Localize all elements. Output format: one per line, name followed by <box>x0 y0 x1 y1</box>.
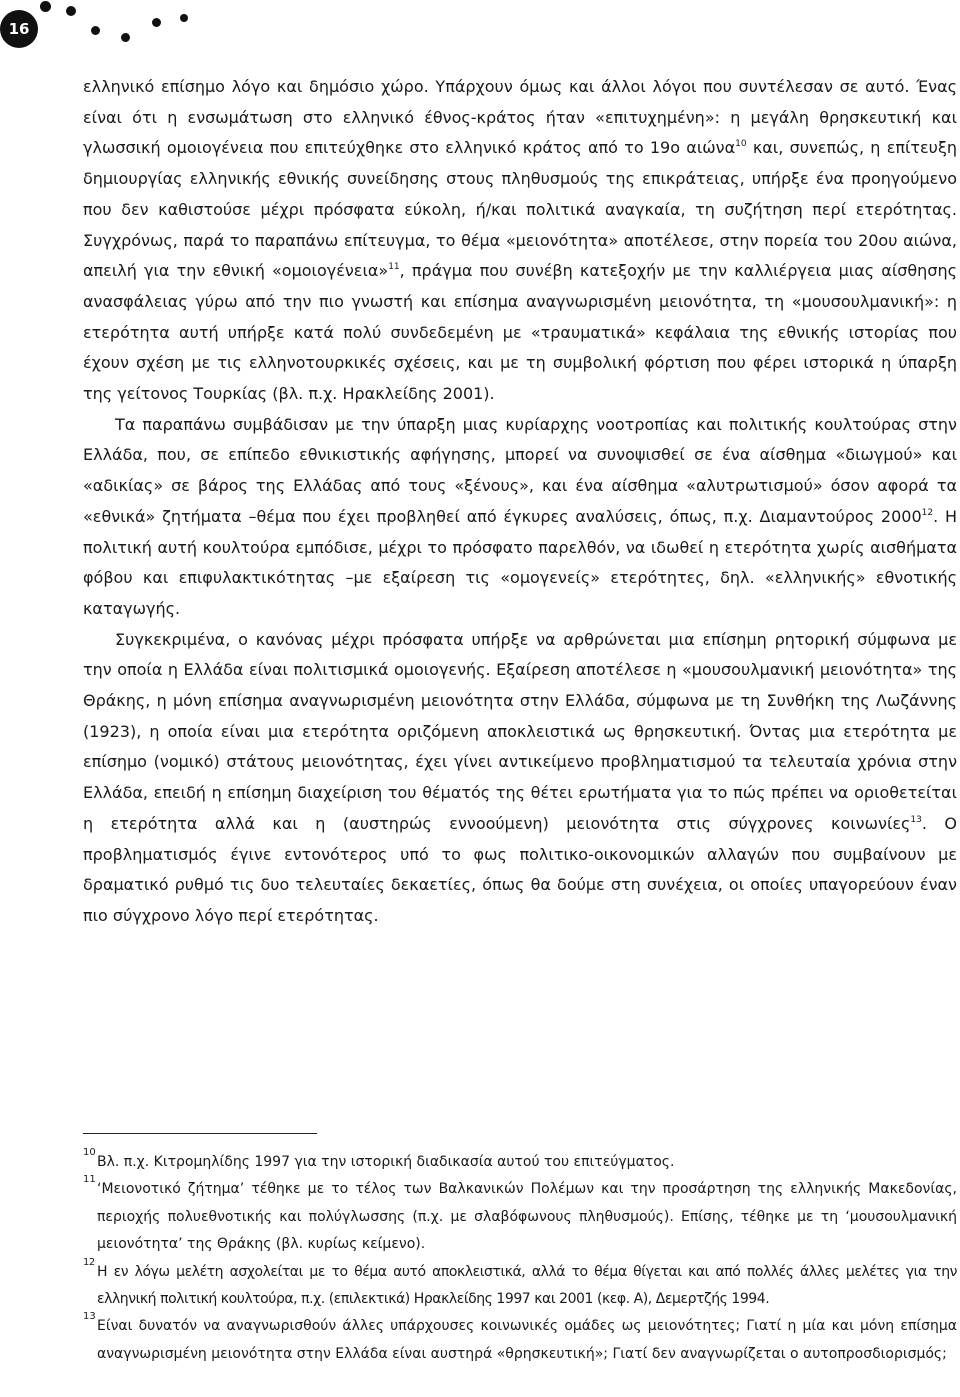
footnote-number: 12 <box>83 1256 95 1268</box>
footnote-text: Βλ. π.χ. Κιτρομηλίδης 1997 για την ιστορική διαδικασία αυτού του επιτεύγματος. <box>97 1154 675 1170</box>
footnote <box>83 1313 957 1368</box>
footnote-ref[interactable]: 10 <box>735 139 747 150</box>
paragraph-text: . Ο προβληματισμός έγινε εντονότερος υπό το φως πολιτικο-οικονομικών αλλαγών που συμβαίνουν με δραματικό ρυθμό τις δυο τελευταίες δεκαετίες, όπως θα δούμε στη συνέχεια, οι οποίες υπαγορεύουν έναν πιο σύγχρονο λόγο περί ετερότητας. <box>83 813 957 925</box>
decorative-dot <box>121 33 130 42</box>
footnote-number: 10 <box>83 1147 96 1158</box>
paragraph <box>83 410 957 625</box>
paragraph-text: ελληνικό επίσημο λόγο και δημόσιο χώρο. Υπάρχουν όμως και άλλοι λόγοι που συντέλεσαν σε αυτό. Ένας είναι ότι η ενσωμάτωση στο ελληνικό έθνος-κράτος ήταν «επιτυχημένη»: η μεγάλη θρησκευτική και γλωσσική ομοιογένεια που επιτεύχθηκε στο ελληνικό κράτος από το 19ο αιώνα <box>83 77 957 158</box>
paragraph-text: Συγκεκριμένα, ο κανόνας μέχρι πρόσφατα υπήρξε να αρθρώνεται μια επίσημη ρητορική σύμφωνα με την οποία η Ελλάδα είναι πολιτισμικά ομοιογενής. Εξαίρεση αποτέλεσε η «μουσουλμανική μειονότητα» της Θράκης, η μόνη επίσημα αναγνωρισμένη μειονότητα στην Ελλάδα, σύμφωνα με τη Συνθήκη της Λωζάννης (1923), η οποία είναι μια ετερότητα οριζόμενη αποκλειστικά ως θρησκευτική. Όντας μια ετερότητα με επίσημο (νομικό) στάτους μειονότητας, έχει γίνει αντικείμενο προβληματισμού τα τελευταία χρόνια στην Ελλάδα, επειδή η επίσημη διαχείριση του θέματός της θέτει ερωτήματα για το πώς πρέπει να οριοθετείται η ετερότητα αλλά και η (αυστηρώς εννοούμενη) μειονότητα στις σύγχρονες κοινωνίες <box>83 629 957 833</box>
footnote-ref[interactable]: 11 <box>388 262 400 273</box>
paragraph-text: , πράγμα που συνέβη κατεξοχήν με την καλλιέργεια μιας αίσθησης ανασφάλειας γύρω από την πιο γνωστή και επίσημα αναγνωρισμένη μειονότητα, τη «μουσουλμανική»: η ετερότητα αυτή υπήρξε κατά πολύ συνδεδεμένη με «τραυματικά» κεφάλαια της εθνικής ιστορίας που έχουν σχέση με τις ελληνοτουρκικές σχέσεις, και με τη συμβολική φόρτιση που φέρει ιστορικά η ύπαρξη της γείτονος Τουρκίας (βλ. π.χ. Ηρακλείδης 2001). <box>83 261 957 404</box>
footnote-separator <box>83 1133 317 1134</box>
footnote-ref[interactable]: 13 <box>910 814 922 825</box>
body-text <box>83 72 957 932</box>
footnote-text: Η εν λόγω μελέτη ασχολείται με το θέμα αυτό αποκλειστικά, αλλά το θέμα θίγεται και από πολλές άλλες μελέτες για την ελληνική πολιτική κουλτούρα, π.χ. (επιλεκτικά) Ηρακλείδης 1997 και 2001 (κεφ. Α), Δεμερτζής 1994. <box>97 1263 957 1308</box>
page-number-badge: 16 <box>0 10 38 48</box>
footnote <box>83 1256 957 1314</box>
decorative-dot <box>180 14 188 22</box>
footnote <box>83 1149 957 1176</box>
paragraph <box>83 72 957 410</box>
footnote-number: 11 <box>83 1174 96 1186</box>
footnote-ref[interactable]: 12 <box>921 507 934 518</box>
paragraph <box>83 625 957 932</box>
footnote <box>83 1176 957 1258</box>
footnote-text: ‘Μειονοτικό ζήτημα’ τέθηκε με το τέλος των Βαλκανικών Πολέμων και την προσάρτηση της ελληνικής Μακεδονίας, περιοχής πολυεθνοτικής και πολύγλωσσης (π.χ. με σλαβόφωνους πληθυσμούς). Επίσης, τέθηκε με τη ‘μουσουλμανική μειονότητα’ της Θράκης (βλ. κυρίως κείμενο). <box>97 1181 957 1253</box>
footnote-number: 13 <box>83 1311 96 1323</box>
decorative-dot <box>152 18 161 27</box>
paragraph-text: Τα παραπάνω συμβάδισαν με την ύπαρξη μιας κυρίαρχης νοοτροπίας και πολιτικής κουλτούρας στην Ελλάδα, που, σε επίπεδο εθνικιστικής αφήγησης, μπορεί να συνοψισθεί σε ένα αίσθημα «διωγμού» και «αδικίας» σε βάρος της Ελλάδας από τους «ξένους», και ένα αίσθημα «αλυτρωτισμού» όσον αφορά τα «εθνικά» ζητήματα –θέμα που έχει προβληθεί από έγκυρες αναλύσεις, όπως, π.χ. Διαμαντούρος 2000 <box>83 414 957 526</box>
decorative-dot <box>91 26 100 35</box>
footnotes <box>83 1149 957 1368</box>
decorative-dot <box>66 6 76 16</box>
footnote-text: Είναι δυνατόν να αναγνωρισθούν άλλες υπάρχουσες κοινωνικές ομάδες ως μειονότητες; Γιατί η μία και μόνη επίσημα αναγνωρισμένη μειονότητα στην Ελλάδα είναι αυστηρά «θρησκευτική»; Γιατί δεν αναγνωρίζεται ο αυτοπροσδιορισμός; <box>97 1318 957 1362</box>
paragraph-text: και, συνεπώς, η επίτευξη δημιουργίας ελληνικής εθνικής συνείδησης στους πληθυσμούς της επικράτειας, υπήρξε ένα προηγούμενο που δεν καθιστούσε μέχρι πρόσφατα εύκολη, ή/και πολιτικά αναγκαία, τη συζήτηση περί ετερότητας. Συγχρόνως, παρά το παραπάνω επίτευγμα, το θέμα «μειονότητα» αποτέλεσε, στην πορεία του 20ου αιώνα, απειλή για την εθνική «ομοιογένεια» <box>83 138 958 281</box>
paragraph-text: . Η πολιτική αυτή κουλτούρα εμπόδισε, μέχρι το πρόσφατο παρελθόν, να ιδωθεί η ετερότητα χωρίς αισθήματα φόβου και επιφυλακτικότητας –με εξαίρεση τις «ομογενείς» ετερότητες, δηλ. «ελληνικής» εθνοτικής καταγωγής. <box>83 506 957 618</box>
decorative-dot <box>40 1 51 12</box>
